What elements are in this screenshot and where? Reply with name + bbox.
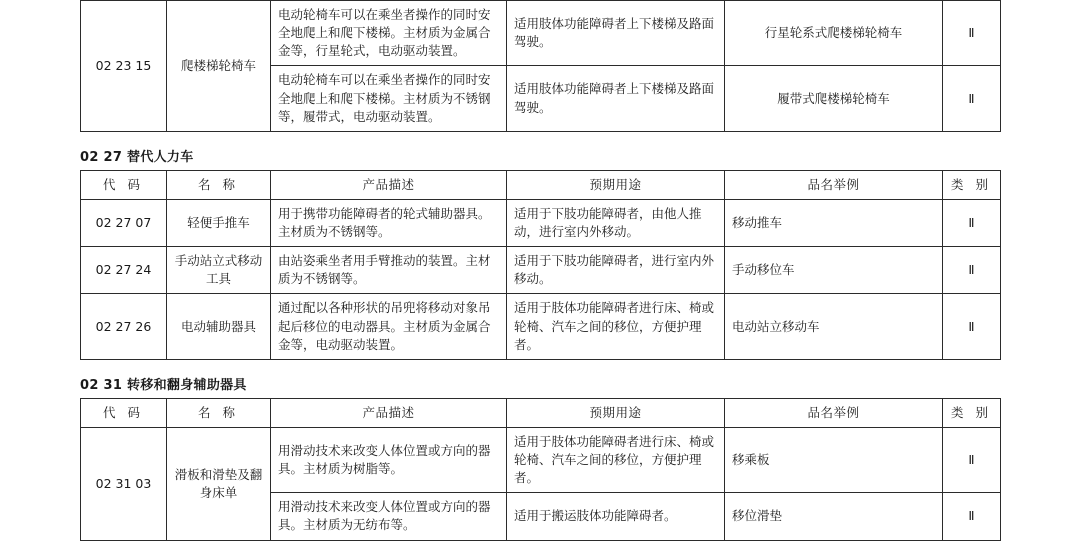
cell-category: Ⅱ xyxy=(943,199,1001,246)
table-row xyxy=(81,294,1001,359)
header-intended-use: 预期用途 xyxy=(507,398,725,427)
cell-category: Ⅱ xyxy=(943,427,1001,492)
cell-description: 电动轮椅车可以在乘坐者操作的同时安全地爬上和爬下楼梯。主材质为不锈钢等，履带式，电动驱动装置。 xyxy=(271,66,507,131)
cell-example: 手动移位车 xyxy=(725,247,943,294)
cell-code: 02 27 07 xyxy=(81,199,167,246)
cell-name: 滑板和滑垫及翻身床单 xyxy=(167,427,271,540)
cell-example: 移乘板 xyxy=(725,427,943,492)
cell-name: 手动站立式移动工具 xyxy=(167,247,271,294)
section-title-0227: 02 27 替代人力车 xyxy=(80,149,194,165)
cell-category: Ⅱ xyxy=(943,1,1001,66)
header-category: 类 别 xyxy=(943,170,1001,199)
cell-description: 用滑动技术来改变人体位置或方向的器具。主材质为无纺布等。 xyxy=(271,493,507,540)
header-example: 品名举例 xyxy=(725,398,943,427)
table-substitute-manual-vehicles xyxy=(80,170,1001,360)
cell-code: 02 27 26 xyxy=(81,294,167,359)
cell-description: 通过配以各种形状的吊兜将移动对象吊起后移位的电动器具。主材质为金属合金等，电动驱动装置。 xyxy=(271,294,507,359)
header-description: 产品描述 xyxy=(271,398,507,427)
table-climbing-stair-wheelchair xyxy=(80,0,1001,132)
cell-code: 02 23 15 xyxy=(81,1,167,132)
cell-description: 用于携带功能障碍者的轮式辅助器具。主材质为不锈钢等。 xyxy=(271,199,507,246)
header-description: 产品描述 xyxy=(271,170,507,199)
cell-code: 02 27 24 xyxy=(81,247,167,294)
header-name: 名 称 xyxy=(167,170,271,199)
header-intended-use: 预期用途 xyxy=(507,170,725,199)
cell-example: 电动站立移动车 xyxy=(725,294,943,359)
cell-category: Ⅱ xyxy=(943,66,1001,131)
header-code: 代 码 xyxy=(81,398,167,427)
table-header-row xyxy=(81,398,1001,427)
cell-example: 履带式爬楼梯轮椅车 xyxy=(725,66,943,131)
cell-category: Ⅱ xyxy=(943,493,1001,540)
cell-intended-use: 适用于肢体功能障碍者进行床、椅或轮椅、汽车之间的移位，方便护理者。 xyxy=(507,427,725,492)
table-header-row xyxy=(81,170,1001,199)
cell-intended-use: 适用于下肢功能障碍者，由他人推动，进行室内外移动。 xyxy=(507,199,725,246)
cell-name: 爬楼梯轮椅车 xyxy=(167,1,271,132)
cell-example: 移位滑垫 xyxy=(725,493,943,540)
cell-intended-use: 适用于肢体功能障碍者进行床、椅或轮椅、汽车之间的移位，方便护理者。 xyxy=(507,294,725,359)
table-row xyxy=(81,247,1001,294)
table-transfer-turning-aids xyxy=(80,398,1001,541)
table-row xyxy=(81,427,1001,492)
cell-intended-use: 适用于下肢功能障碍者，进行室内外移动。 xyxy=(507,247,725,294)
table-row xyxy=(81,1,1001,66)
header-category: 类 别 xyxy=(943,398,1001,427)
header-example: 品名举例 xyxy=(725,170,943,199)
cell-category: Ⅱ xyxy=(943,247,1001,294)
cell-intended-use: 适用于搬运肢体功能障碍者。 xyxy=(507,493,725,540)
table-row xyxy=(81,199,1001,246)
header-name: 名 称 xyxy=(167,398,271,427)
cell-intended-use: 适用肢体功能障碍者上下楼梯及路面驾驶。 xyxy=(507,66,725,131)
cell-name: 电动辅助器具 xyxy=(167,294,271,359)
cell-code: 02 31 03 xyxy=(81,427,167,540)
cell-example: 移动推车 xyxy=(725,199,943,246)
cell-description: 由站姿乘坐者用手臂推动的装置。主材质为不锈钢等。 xyxy=(271,247,507,294)
cell-name: 轻便手推车 xyxy=(167,199,271,246)
header-code: 代 码 xyxy=(81,170,167,199)
cell-example: 行星轮系式爬楼梯轮椅车 xyxy=(725,1,943,66)
cell-description: 电动轮椅车可以在乘坐者操作的同时安全地爬上和爬下楼梯。主材质为金属合金等，行星轮式，电动驱动装置。 xyxy=(271,1,507,66)
cell-intended-use: 适用肢体功能障碍者上下楼梯及路面驾驶。 xyxy=(507,1,725,66)
cell-description: 用滑动技术来改变人体位置或方向的器具。主材质为树脂等。 xyxy=(271,427,507,492)
cell-category: Ⅱ xyxy=(943,294,1001,359)
section-title-0231: 02 31 转移和翻身辅助器具 xyxy=(80,377,247,393)
